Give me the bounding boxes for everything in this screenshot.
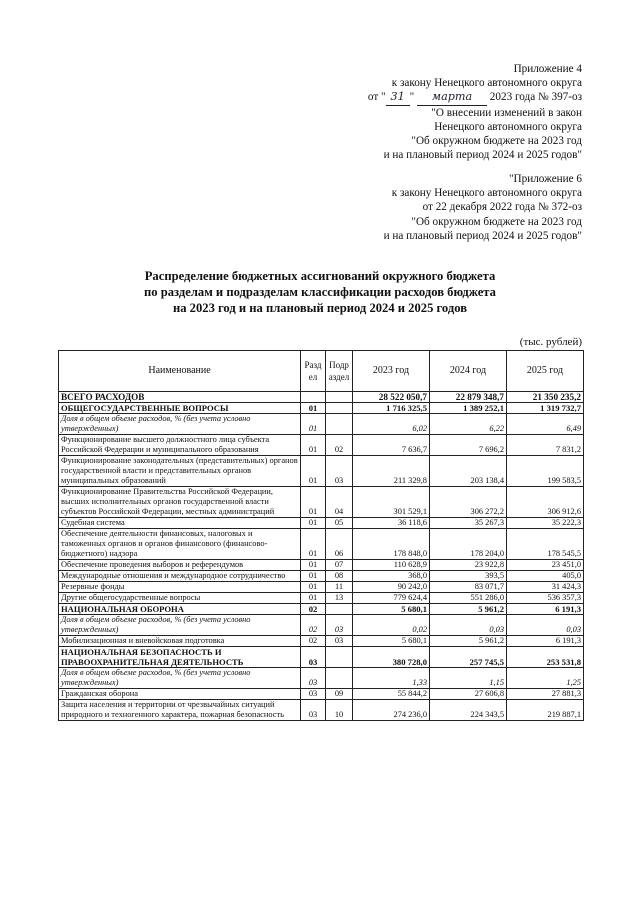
cell-v2024: 257 745,5 xyxy=(430,647,507,668)
cell-name: Обеспечение деятельности финансовых, налоговых и таможенных органов и органов финансового (финансово-бюджетного) надзора xyxy=(59,529,301,560)
cell-v2025: 35 222,3 xyxy=(507,518,584,529)
table-row xyxy=(59,403,584,414)
cell-v2023: 274 236,0 xyxy=(353,700,430,721)
cell-name: Международные отношения и международное сотрудничество xyxy=(59,571,301,582)
cell-podr: 02 xyxy=(326,435,353,456)
cell-name: Функционирование высшего должностного лица субъекта Российской Федерации и муниципального образования xyxy=(59,435,301,456)
cell-v2023: 178 848,0 xyxy=(353,529,430,560)
cell-podr xyxy=(326,604,353,615)
cell-v2023: 55 844,2 xyxy=(353,689,430,700)
cell-razd: 03 xyxy=(301,668,326,689)
cell-v2025: 536 357,3 xyxy=(507,593,584,604)
table-row xyxy=(59,604,584,615)
cell-v2023: 5 680,1 xyxy=(353,604,430,615)
cell-v2025: 178 545,5 xyxy=(507,529,584,560)
cell-name: Гражданская оборона xyxy=(59,689,301,700)
cell-razd: 01 xyxy=(301,487,326,518)
cell-name: Функционирование законодательных (представительных) органов государственной власти и представительных органов муниципальных образований xyxy=(59,456,301,487)
table-row xyxy=(59,647,584,668)
table-row xyxy=(59,689,584,700)
header-subsection: Подраздел xyxy=(326,351,353,392)
cell-podr xyxy=(326,392,353,403)
cell-razd: 01 xyxy=(301,582,326,593)
cell-podr: 03 xyxy=(326,615,353,636)
cell-podr: 04 xyxy=(326,487,353,518)
cell-razd: 01 xyxy=(301,529,326,560)
cell-v2024: 203 138,4 xyxy=(430,456,507,487)
cell-razd: 03 xyxy=(301,647,326,668)
cell-v2025: 405,0 xyxy=(507,571,584,582)
cell-v2023: 368,0 xyxy=(353,571,430,582)
cell-v2023: 90 242,0 xyxy=(353,582,430,593)
cell-v2023: 301 529,1 xyxy=(353,487,430,518)
appendix-4-line3: "О внесении изменений в закон xyxy=(431,106,582,119)
cell-name: НАЦИОНАЛЬНАЯ БЕЗОПАСНОСТЬ И ПРАВООХРАНИТЕЛЬНАЯ ДЕЯТЕЛЬНОСТЬ xyxy=(59,647,301,668)
cell-podr: 03 xyxy=(326,456,353,487)
cell-razd: 03 xyxy=(301,689,326,700)
cell-name: Обеспечение проведения выборов и референдумов xyxy=(59,560,301,571)
cell-v2024: 0,03 xyxy=(430,615,507,636)
cell-v2024: 306 272,2 xyxy=(430,487,507,518)
cell-v2024: 5 961,2 xyxy=(430,604,507,615)
table-row xyxy=(59,615,584,636)
cell-podr: 13 xyxy=(326,593,353,604)
cell-v2023: 5 680,1 xyxy=(353,636,430,647)
cell-podr xyxy=(326,403,353,414)
appendix-6-line5: и на плановый период 2024 и 2025 годов" xyxy=(383,229,582,242)
handwritten-month: марта xyxy=(417,90,487,105)
appendix-6-line4: "Об окружном бюджете на 2023 год xyxy=(411,215,582,228)
appendix-4-line5: "Об окружном бюджете на 2023 год xyxy=(411,135,582,148)
table-row xyxy=(59,668,584,689)
table-row xyxy=(59,414,584,435)
cell-v2025: 1 319 732,7 xyxy=(507,403,584,414)
cell-name: Доля в общем объеме расходов, % (без учета условно утвержденных) xyxy=(59,668,301,689)
cell-name: Защита населения и территории от чрезвычайных ситуаций природного и техногенного характера, пожарная безопасность xyxy=(59,700,301,721)
cell-v2024: 6,22 xyxy=(430,414,507,435)
cell-podr: 07 xyxy=(326,560,353,571)
cell-razd: 01 xyxy=(301,518,326,529)
cell-v2024: 27 606,8 xyxy=(430,689,507,700)
handwritten-day: 31 xyxy=(386,90,410,105)
cell-v2024: 178 204,0 xyxy=(430,529,507,560)
cell-v2023: 7 636,7 xyxy=(353,435,430,456)
cell-v2023: 110 628,9 xyxy=(353,560,430,571)
appendix-6-date: от 22 декабря 2022 года № 372-оз xyxy=(422,201,582,214)
cell-razd: 01 xyxy=(301,435,326,456)
cell-v2025: 6 191,3 xyxy=(507,636,584,647)
header-section: Раздел xyxy=(301,351,326,392)
cell-v2024: 7 696,2 xyxy=(430,435,507,456)
cell-name: ОБЩЕГОСУДАРСТВЕННЫЕ ВОПРОСЫ xyxy=(59,403,301,414)
cell-podr: 10 xyxy=(326,700,353,721)
table-row xyxy=(59,571,584,582)
table-row xyxy=(59,392,584,403)
cell-v2024: 22 879 348,7 xyxy=(430,392,507,403)
cell-v2025: 7 831,2 xyxy=(507,435,584,456)
cell-razd: 01 xyxy=(301,414,326,435)
cell-v2025: 6 191,3 xyxy=(507,604,584,615)
cell-razd: 01 xyxy=(301,571,326,582)
cell-podr xyxy=(326,668,353,689)
appendix-6-law: к закону Ненецкого автономного округа xyxy=(391,187,582,200)
appendix-4-line6: и на плановый период 2024 и 2025 годов" xyxy=(383,149,582,162)
cell-v2025: 6,49 xyxy=(507,414,584,435)
cell-v2024: 23 922,8 xyxy=(430,560,507,571)
cell-name: ВСЕГО РАСХОДОВ xyxy=(59,392,301,403)
cell-razd: 02 xyxy=(301,636,326,647)
cell-name: Судебная система xyxy=(59,518,301,529)
cell-razd: 01 xyxy=(301,403,326,414)
table-header-row xyxy=(59,351,584,392)
cell-v2024: 5 961,2 xyxy=(430,636,507,647)
budget-table xyxy=(58,350,584,721)
cell-v2025: 253 531,8 xyxy=(507,647,584,668)
cell-podr: 03 xyxy=(326,636,353,647)
table-row xyxy=(59,456,584,487)
cell-name: Функционирование Правительства Российской Федерации, высших исполнительных органов государственной власти субъектов Российской Федерации, местных администраций xyxy=(59,487,301,518)
cell-razd xyxy=(301,392,326,403)
cell-v2025: 1,25 xyxy=(507,668,584,689)
units-label: (тыс. рублей) xyxy=(519,336,582,348)
table-row xyxy=(59,435,584,456)
cell-podr: 06 xyxy=(326,529,353,560)
cell-name: Мобилизационная и вневойсковая подготовка xyxy=(59,636,301,647)
cell-v2023: 0,02 xyxy=(353,615,430,636)
appendix-4-header xyxy=(368,62,582,162)
cell-v2025: 31 424,3 xyxy=(507,582,584,593)
cell-razd: 02 xyxy=(301,615,326,636)
cell-podr: 11 xyxy=(326,582,353,593)
cell-v2025: 306 912,6 xyxy=(507,487,584,518)
table-row xyxy=(59,593,584,604)
table-row xyxy=(59,636,584,647)
cell-name: Доля в общем объеме расходов, % (без учета условно утвержденных) xyxy=(59,414,301,435)
cell-razd: 02 xyxy=(301,604,326,615)
cell-v2023: 6,02 xyxy=(353,414,430,435)
cell-v2023: 380 728,0 xyxy=(353,647,430,668)
cell-podr: 08 xyxy=(326,571,353,582)
table-row xyxy=(59,529,584,560)
cell-razd: 03 xyxy=(301,700,326,721)
cell-name: Другие общегосударственные вопросы xyxy=(59,593,301,604)
cell-podr: 05 xyxy=(326,518,353,529)
cell-v2023: 1,33 xyxy=(353,668,430,689)
table-row xyxy=(59,560,584,571)
header-2023: 2023 год xyxy=(353,351,430,392)
cell-v2025: 21 350 235,2 xyxy=(507,392,584,403)
appendix-4-law: к закону Ненецкого автономного округа xyxy=(391,77,582,90)
cell-v2024: 35 267,3 xyxy=(430,518,507,529)
cell-v2025: 23 451,0 xyxy=(507,560,584,571)
cell-podr: 09 xyxy=(326,689,353,700)
cell-v2023: 211 329,8 xyxy=(353,456,430,487)
cell-v2024: 1,15 xyxy=(430,668,507,689)
appendix-4-title: Приложение 4 xyxy=(513,63,582,75)
header-2025: 2025 год xyxy=(507,351,584,392)
cell-v2024: 551 286,0 xyxy=(430,593,507,604)
cell-podr xyxy=(326,414,353,435)
cell-razd: 01 xyxy=(301,593,326,604)
header-name: Наименование xyxy=(59,351,301,392)
table-row xyxy=(59,487,584,518)
cell-v2024: 393,5 xyxy=(430,571,507,582)
table-row xyxy=(59,518,584,529)
cell-v2025: 27 881,3 xyxy=(507,689,584,700)
table-row xyxy=(59,582,584,593)
cell-v2023: 1 716 325,5 xyxy=(353,403,430,414)
cell-name: Доля в общем объеме расходов, % (без учета условно утвержденных) xyxy=(59,615,301,636)
cell-v2025: 219 887,1 xyxy=(507,700,584,721)
cell-razd: 01 xyxy=(301,456,326,487)
appendix-4-line4: Ненецкого автономного округа xyxy=(434,120,582,133)
header-2024: 2024 год xyxy=(430,351,507,392)
cell-v2025: 199 583,5 xyxy=(507,456,584,487)
document-title: Распределение бюджетных ассигнований окружного бюджета по разделам и подразделам классификации расходов бюджета на 2023 год и на плановый период 2024 и 2025 годов xyxy=(144,269,496,315)
cell-v2025: 0,03 xyxy=(507,615,584,636)
cell-v2023: 28 522 050,7 xyxy=(353,392,430,403)
cell-podr xyxy=(326,647,353,668)
cell-v2023: 779 624,4 xyxy=(353,593,430,604)
table-row xyxy=(59,700,584,721)
appendix-4-date-line: от " 31 " марта 2023 года № 397-оз xyxy=(368,90,582,105)
cell-v2024: 1 389 252,1 xyxy=(430,403,507,414)
cell-name: НАЦИОНАЛЬНАЯ ОБОРОНА xyxy=(59,604,301,615)
appendix-6-title: "Приложение 6 xyxy=(508,173,582,185)
cell-v2023: 36 118,6 xyxy=(353,518,430,529)
cell-name: Резервные фонды xyxy=(59,582,301,593)
cell-razd: 01 xyxy=(301,560,326,571)
cell-v2024: 224 343,5 xyxy=(430,700,507,721)
appendix-6-header xyxy=(384,172,582,243)
cell-v2024: 83 071,7 xyxy=(430,582,507,593)
